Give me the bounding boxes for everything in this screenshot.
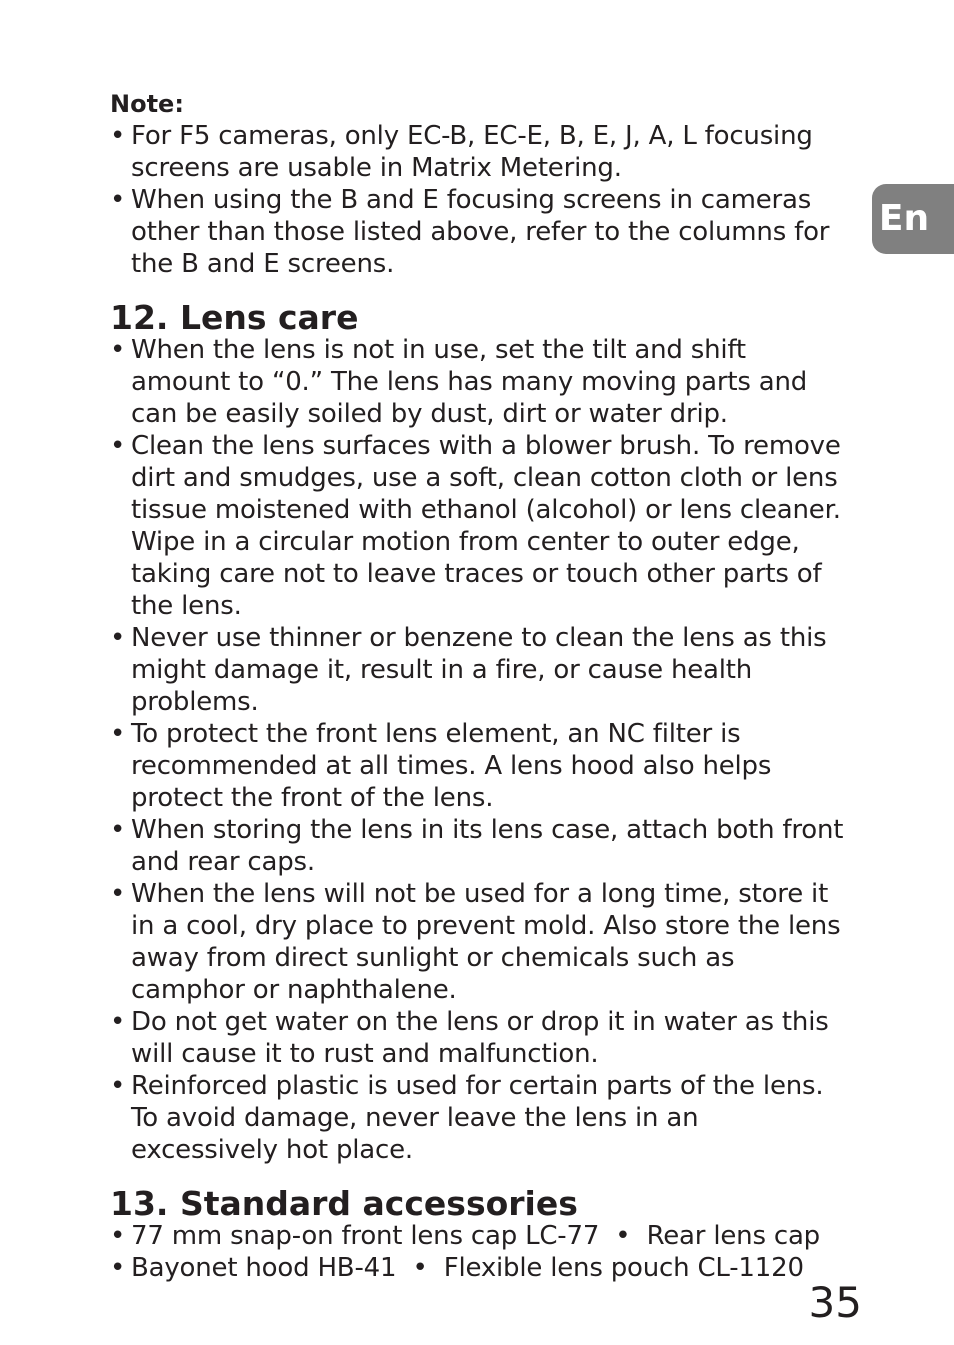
lens-care-item: • To protect the front lens element, an NC filter is recommended at all times. A lens hood also helps protect the front of the lens.	[110, 718, 850, 814]
lens-care-item: • Reinforced plastic is used for certain parts of the lens. To avoid damage, never leave the lens in an excessively hot place.	[110, 1070, 850, 1166]
lens-care-list	[110, 334, 850, 1166]
note-item: • When using the B and E focusing screens in cameras other than those listed above, refer to the columns for the B and E screens.	[110, 184, 850, 280]
language-tab	[872, 184, 954, 254]
lens-care-item: • Do not get water on the lens or drop it in water as this will cause it to rust and malfunction.	[110, 1006, 850, 1070]
lens-care-item: • When the lens is not in use, set the tilt and shift amount to “0.” The lens has many moving parts and can be easily soiled by dust, dirt or water drip.	[110, 334, 850, 430]
lens-care-item: • When the lens will not be used for a long time, store it in a cool, dry place to prevent mold. Also store the lens away from direct sunlight or chemicals such as camphor or naphthalene.	[110, 878, 850, 1006]
accessories-line: • Bayonet hood HB-41 • Flexible lens pouch CL-1120	[110, 1252, 850, 1284]
language-tab-label: En	[878, 198, 930, 239]
note-section	[110, 88, 850, 280]
lens-care-item: • When storing the lens in its lens case, attach both front and rear caps.	[110, 814, 850, 878]
lens-care-section	[110, 298, 850, 1166]
note-list	[110, 120, 850, 280]
lens-care-item: • Never use thinner or benzene to clean the lens as this might damage it, result in a fire, or cause health problems.	[110, 622, 850, 718]
accessories-line: • 77 mm snap-on front lens cap LC-77 • Rear lens cap	[110, 1220, 850, 1252]
accessories-list	[110, 1220, 850, 1284]
note-item: • For F5 cameras, only EC-B, EC-E, B, E, J, A, L focusing screens are usable in Matrix Metering.	[110, 120, 850, 184]
page-content	[110, 88, 850, 1284]
accessories-section	[110, 1184, 850, 1284]
accessories-heading: 13. Standard accessories	[110, 1184, 578, 1223]
page-number: 35	[808, 1278, 862, 1327]
lens-care-heading: 12. Lens care	[110, 298, 359, 337]
lens-care-item: • Clean the lens surfaces with a blower brush. To remove dirt and smudges, use a soft, clean cotton cloth or lens tissue moistened with ethanol (alcohol) or lens cleaner. Wipe in a circular motion from center to outer edge, taking care not to leave traces or touch other parts of the lens.	[110, 430, 850, 622]
note-label: Note:	[110, 90, 184, 118]
